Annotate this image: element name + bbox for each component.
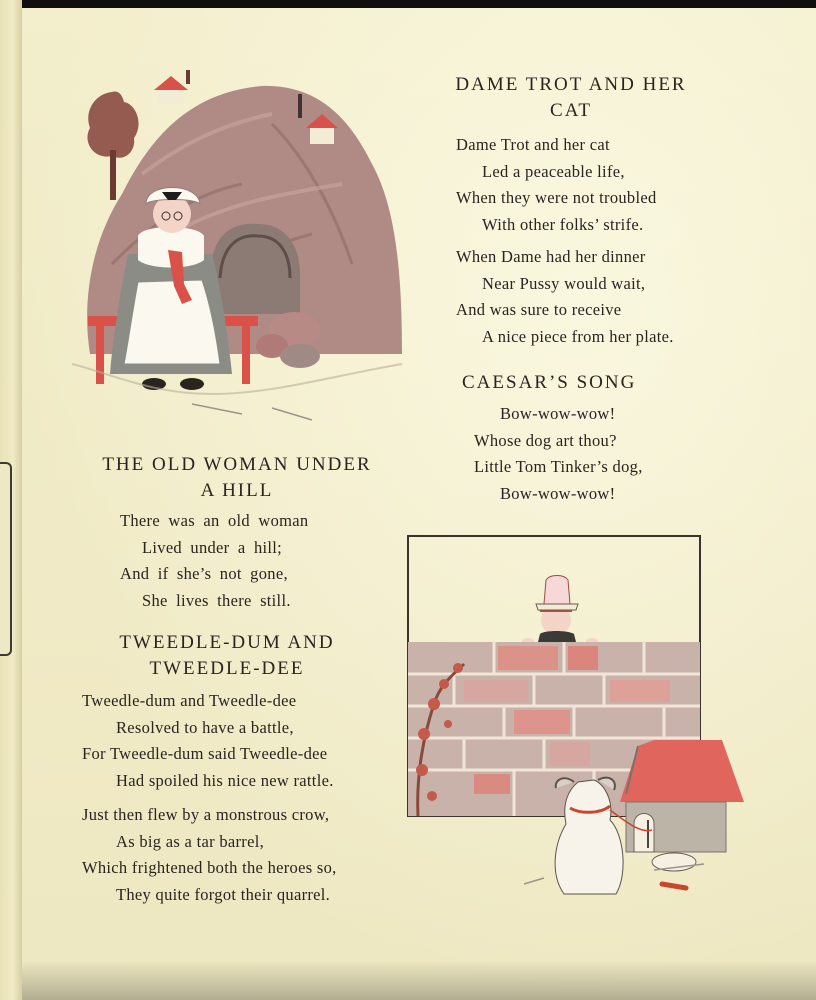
wall-dog-illustration [404,534,744,904]
page-tab [0,462,12,656]
old-woman-title [72,452,402,504]
tweedle-stanza-2 [82,802,337,908]
verse-line: Led a peaceable life, [482,161,625,181]
verse-line: She lives there still. [142,590,291,610]
verse-line: A nice piece from her plate. [482,326,674,346]
verse-line: Resolved to have a battle, [116,717,294,737]
verse-line: Near Pussy would wait, [482,273,646,293]
verse-line: Tweedle-dum and Tweedle-dee [82,691,297,710]
verse-line: And if she’s not gone, [120,564,288,583]
dame-trot-title-line1: DAME TROT AND HER [455,74,687,95]
verse-line: Bow-wow-wow! [500,404,616,423]
old-woman-illustration [72,64,452,434]
tweedle-stanza-1 [82,688,334,794]
verse-line: And was sure to receive [456,300,622,319]
dame-trot-stanza-2 [456,244,674,350]
old-woman-title-line2: A HILL [200,480,274,501]
verse-line: When Dame had her dinner [456,247,646,266]
verse-line: Little Tom Tinker’s dog, [474,457,643,476]
verse-line: Which frightened both the heroes so, [82,858,337,877]
verse-line: For Tweedle-dum said Tweedle-dee [82,744,328,763]
caesar-verse [474,401,643,507]
verse-line: With other folks’ strife. [482,214,644,234]
verse-line: There was an old woman [120,511,309,530]
verse-line: Dame Trot and her cat [456,135,610,154]
verse-line: Whose dog art thou? [474,430,617,450]
verse-line: Had spoiled his nice new rattle. [116,770,334,790]
book-spine [0,0,22,1000]
verse-line: Lived under a hill; [142,537,283,557]
dame-trot-title [406,72,736,124]
tweedle-title [92,630,362,682]
dame-trot-title-line2: CAT [550,100,592,121]
verse-line: Bow-wow-wow! [500,483,616,503]
tweedle-title-line1: TWEEDLE-DUM AND [119,632,335,653]
old-woman-verse [120,508,308,614]
caesar-title: CAESAR’S SONG [462,372,637,393]
verse-line: As big as a tar barrel, [116,831,265,851]
book-page [22,8,816,1000]
dame-trot-stanza-1 [456,132,657,238]
page-edge-shadow [22,960,816,1000]
verse-line: They quite forgot their quarrel. [116,884,331,904]
old-woman-title-line1: THE OLD WOMAN UNDER [102,454,372,475]
verse-line: When they were not troubled [456,188,657,207]
verse-line: Just then flew by a monstrous crow, [82,805,330,824]
tweedle-title-line2: TWEEDLE-DEE [149,658,305,679]
